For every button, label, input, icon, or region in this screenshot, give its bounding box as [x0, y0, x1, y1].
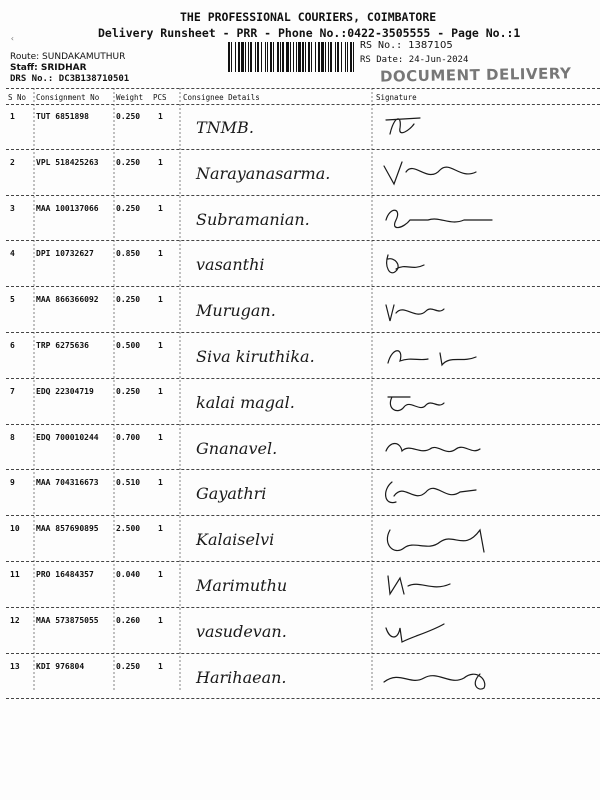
company-title: THE PROFESSIONAL COURIERS, COIMBATORE: [180, 10, 437, 24]
barcode-bar: [296, 42, 297, 72]
staff-line: [10, 63, 87, 73]
serial-number: 2: [10, 157, 15, 167]
weight-value: 0.250: [116, 295, 141, 305]
pieces-count: 1: [158, 386, 163, 396]
consignee-name: TNMB.: [196, 118, 254, 137]
barcode-bar: [341, 42, 342, 72]
barcode-bar: [298, 42, 301, 72]
barcode-bar: [311, 42, 312, 72]
barcode-bar: [353, 42, 354, 72]
consignment-number: EDQ 700010244: [36, 432, 99, 442]
barcode-bar: [325, 42, 326, 72]
barcode-bar: [315, 42, 316, 72]
signature-scribble: [380, 110, 500, 144]
table-row: [0, 104, 600, 150]
consignment-number: MAA 100137066: [36, 203, 99, 213]
col-signature-header: Signature: [376, 93, 417, 102]
barcode-bar: [267, 42, 268, 72]
barcode-bar: [302, 42, 304, 72]
rs-date-value: 24-Jun-2024: [408, 55, 469, 65]
pieces-count: 1: [158, 570, 163, 579]
serial-number: 1: [10, 112, 15, 121]
consignee-name: vasudevan.: [196, 621, 287, 641]
header-top-rule: [6, 88, 600, 89]
col-pcs-header: PCS: [153, 93, 167, 102]
serial-number: 6: [10, 341, 15, 350]
weight-value: 0.250: [116, 203, 141, 213]
consignment-number: DPI 10732627: [36, 249, 94, 259]
signature-scribble: [380, 339, 500, 373]
signature-scribble: [380, 202, 500, 236]
barcode-bar: [245, 42, 246, 72]
serial-number: 9: [10, 478, 15, 488]
weight-value: 0.250: [116, 157, 141, 167]
pieces-count: 1: [158, 157, 163, 167]
table-row: [0, 608, 600, 654]
rs-date-line: [360, 55, 468, 65]
barcode-bar: [347, 42, 348, 72]
barcode-bar: [308, 42, 310, 72]
consignment-number: MAA 857690895: [36, 524, 99, 534]
consignment-number: PRO 16484357: [36, 570, 94, 579]
barcode-bar: [257, 42, 259, 72]
pieces-count: 1: [158, 524, 163, 534]
consignee-name: Marimuthu: [196, 576, 288, 595]
serial-number: 5: [10, 295, 15, 305]
barcode: [228, 42, 354, 72]
barcode-bar: [321, 42, 324, 72]
weight-value: 0.250: [116, 112, 141, 121]
barcode-bar: [250, 42, 252, 72]
drs-label: DRS No.:: [10, 74, 54, 84]
consignee-name: Harihaean.: [196, 667, 287, 687]
barcode-bar: [228, 42, 230, 72]
weight-value: 0.850: [116, 249, 141, 259]
barcode-bar: [330, 42, 332, 72]
rs-no-line: [360, 40, 453, 51]
serial-number: 4: [10, 249, 15, 259]
rs-date-label: RS Date:: [360, 55, 404, 65]
table-row: [0, 516, 600, 562]
barcode-bar: [231, 42, 232, 72]
signature-scribble: [380, 660, 500, 694]
barcode-bar: [248, 42, 249, 72]
consignee-name: Gnanavel.: [196, 438, 278, 458]
barcode-bar: [335, 42, 336, 72]
staff-value: SRIDHAR: [40, 63, 87, 73]
signature-scribble: [380, 568, 500, 602]
runsheet-title: Delivery Runsheet - PRR - Phone No.:0422-3505555 - Page No.:1: [98, 26, 521, 40]
rs-no-label: RS No.:: [360, 40, 403, 51]
serial-number: 8: [10, 432, 15, 442]
barcode-bar: [293, 42, 294, 72]
weight-value: 0.250: [116, 386, 141, 396]
pieces-count: 1: [158, 478, 163, 488]
row-separator: [6, 698, 600, 699]
barcode-bar: [286, 42, 289, 72]
weight-value: 2.500: [116, 524, 141, 534]
signature-scribble: [380, 614, 500, 648]
barcode-bar: [273, 42, 274, 72]
table-row: [0, 425, 600, 471]
pieces-count: 1: [158, 295, 163, 305]
col-sno-header: S No: [8, 93, 27, 102]
weight-value: 0.260: [116, 615, 141, 625]
table-row: [0, 333, 600, 379]
barcode-bar: [328, 42, 329, 72]
serial-number: 12: [10, 615, 20, 625]
col-consignment-header: Consignment No: [36, 93, 100, 102]
col-consignee-header: Consignee Details: [183, 93, 260, 102]
pieces-count: 1: [158, 203, 163, 213]
barcode-bar: [277, 42, 279, 72]
barcode-bar: [290, 42, 291, 72]
consignee-name: vasanthi: [196, 255, 265, 275]
consignment-number: MAA 704316673: [36, 478, 99, 488]
staff-label: Staff:: [10, 63, 38, 73]
rs-no-value: 1387105: [408, 40, 453, 51]
consignee-name: kalai magal.: [196, 392, 295, 412]
weight-value: 0.250: [116, 661, 141, 671]
serial-number: 13: [10, 661, 20, 671]
consignment-number: MAA 866366092: [36, 295, 99, 305]
pieces-count: 1: [158, 249, 163, 259]
barcode-bar: [305, 42, 306, 72]
table-row: [0, 379, 600, 425]
drs-value: DC3B138710501: [58, 74, 130, 84]
barcode-bar: [337, 42, 339, 72]
signature-scribble: [380, 156, 500, 190]
table-row: [0, 562, 600, 608]
signature-scribble: [380, 522, 500, 556]
consignment-number: MAA 573875055: [36, 615, 99, 625]
corner-mark: ‹: [10, 34, 15, 43]
barcode-bar: [261, 42, 262, 72]
barcode-bar: [318, 42, 320, 72]
barcode-bar: [238, 42, 240, 72]
drs-line: [10, 74, 129, 84]
consignee-name: Narayanasarma.: [196, 163, 331, 183]
document-delivery-stamp: DOCUMENT DELIVERY: [379, 64, 572, 86]
barcode-bar: [235, 42, 236, 72]
signature-scribble: [380, 431, 500, 465]
consignment-number: TRP 6275636: [36, 341, 89, 350]
table-row: [0, 150, 600, 196]
weight-value: 0.510: [116, 478, 141, 488]
serial-number: 3: [10, 203, 15, 213]
route-value: SUNDAKAMUTHUR: [42, 52, 126, 62]
consignment-number: TUT 6851898: [36, 112, 89, 121]
consignee-name: Gayathri: [196, 484, 267, 504]
consignee-name: Kalaiselvi: [196, 530, 275, 550]
barcode-bar: [241, 42, 244, 72]
pieces-count: 1: [158, 615, 163, 625]
barcode-bar: [280, 42, 281, 72]
pieces-count: 1: [158, 661, 163, 671]
table-row: [0, 470, 600, 516]
table-row: [0, 241, 600, 287]
serial-number: 10: [10, 524, 20, 534]
barcode-bar: [255, 42, 256, 72]
signature-scribble: [380, 247, 500, 281]
col-weight-header: Weight: [116, 93, 144, 102]
weight-value: 0.500: [116, 341, 141, 350]
route-label: Route:: [10, 52, 40, 62]
consignee-name: Murugan.: [196, 301, 276, 321]
barcode-bar: [282, 42, 284, 72]
pieces-count: 1: [158, 341, 163, 350]
consignment-number: VPL 518425263: [36, 157, 99, 167]
pieces-count: 1: [158, 112, 163, 121]
consignee-name: Siva kiruthika.: [196, 347, 315, 366]
barcode-bar: [270, 42, 272, 72]
weight-value: 0.040: [116, 570, 141, 579]
table-row: [0, 654, 600, 700]
consignee-name: Subramanian.: [196, 209, 310, 229]
weight-value: 0.700: [116, 432, 141, 442]
barcode-bar: [350, 42, 352, 72]
table-row: [0, 196, 600, 242]
signature-scribble: [380, 476, 500, 510]
route-line: [10, 52, 125, 62]
serial-number: 11: [10, 570, 20, 579]
barcode-bar: [345, 42, 346, 72]
signature-scribble: [380, 293, 500, 327]
consignment-number: KDI 976804: [36, 661, 85, 671]
pieces-count: 1: [158, 432, 163, 442]
serial-number: 7: [10, 386, 15, 396]
barcode-bar: [265, 42, 266, 72]
table-row: [0, 287, 600, 333]
signature-scribble: [380, 385, 500, 419]
consignment-number: EDQ 22304719: [36, 386, 94, 396]
